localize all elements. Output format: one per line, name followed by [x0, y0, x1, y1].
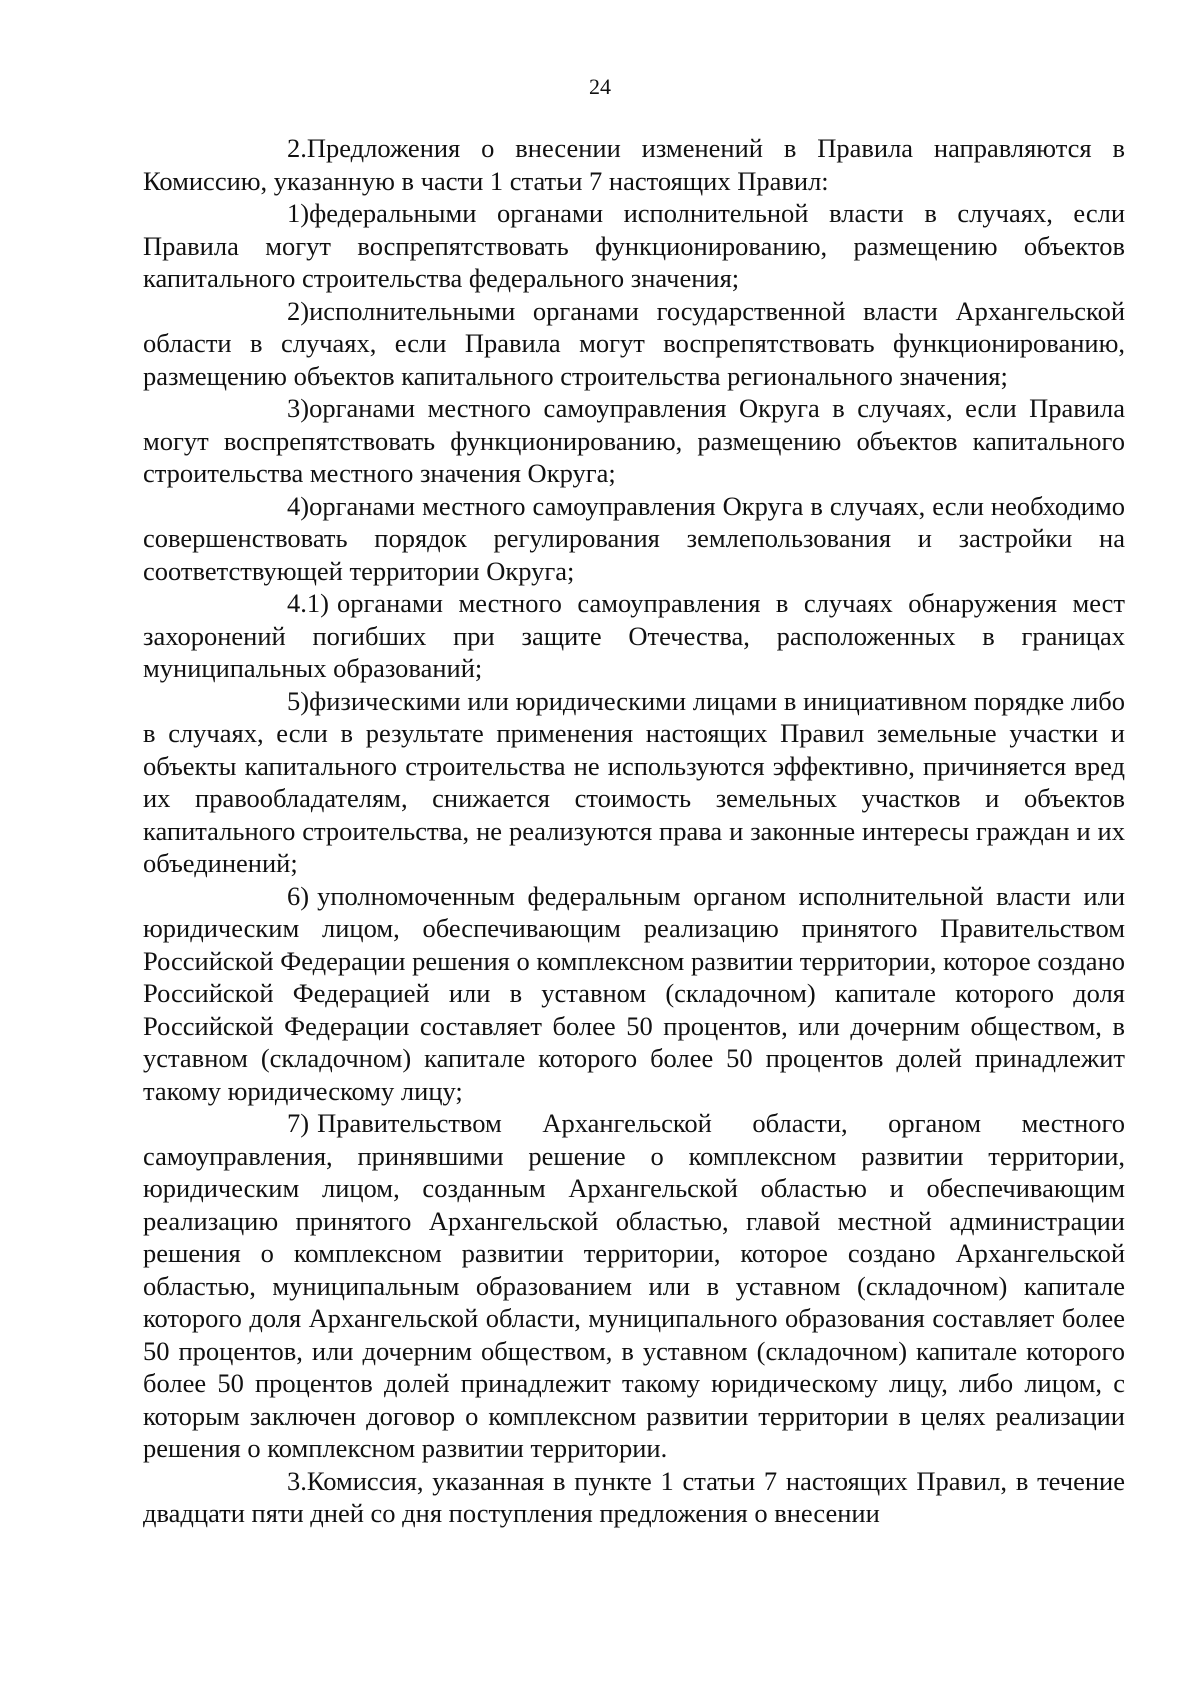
paragraph-text: Предложения о внесении изменений в Правила направляются в Комиссию, указанную в части 1 статьи 7 настоящих Правил: [143, 133, 1125, 196]
list-item-text: исполнительными органами государственной власти Архангельской области в случаях, если Правила могут воспрепятствовать функционированию, размещению объектов капитального строительства регионального значения; [143, 295, 1125, 391]
list-item-text: Правительством Архангельской области, органом местного самоуправления, принявшими решение о комплексном развитии территории, юридическим лицом, созданным Архангельской областью и обеспечивающим реализацию принятого Архангельской областью, главой местной администрации решения о комплексном развитии территории, которое создано Архангельской областью, муниципальным образованием или в уставном (складочном) капитале которого доля Архангельской области, муниципального образования составляет более 50 процентов, или дочерним обществом, в уставном (складочном) капитале которого более 50 процентов долей принадлежит такому юридическому лицу, либо лицом, с которым заключен договор о комплексном развитии территории в целях реализации решения о комплексном развитии территории. [143, 1108, 1125, 1463]
list-item-3 [143, 392, 1125, 490]
list-item-4-1 [143, 587, 1125, 685]
list-item-5 [143, 685, 1125, 880]
list-item-number: 7) [287, 1108, 310, 1138]
list-item-number: 6) [287, 880, 310, 911]
list-item-text: органами местного самоуправления в случаях обнаружения мест захоронений погибших при защите Отечества, расположенных в границах муниципальных образований; [143, 588, 1125, 683]
paragraph-text: Комиссия, указанная в пункте 1 статьи 7 настоящих Правил, в течение двадцати пяти дней со дня поступления предложения о внесении [143, 1465, 1125, 1528]
list-item-4 [143, 490, 1125, 588]
list-item-number: 3) [287, 393, 310, 423]
paragraph-3 [143, 1465, 1125, 1530]
list-item-text: физическими или юридическими лицами в инициативном порядке либо в случаях, если в результате применения настоящих Правил земельные участки и объекты капитального строительства не используются эффективно, причиняется вред их правообладателям, снижается стоимость земельных участков и объектов капитального строительства, не реализуются права и законные интересы граждан и их объединений; [143, 685, 1125, 878]
list-item-number: 4.1) [287, 588, 329, 618]
list-item-number: 4) [287, 490, 310, 521]
list-item-number: 1) [287, 198, 310, 228]
list-item-1 [143, 197, 1125, 295]
list-item-number: 2) [287, 295, 310, 326]
list-item-number: 5) [287, 685, 310, 716]
list-item-6 [143, 880, 1125, 1108]
list-item-2 [143, 295, 1125, 393]
page-number: 24 [589, 74, 611, 99]
list-item-7 [143, 1107, 1125, 1465]
document-body [143, 132, 1125, 1530]
list-item-text: органами местного самоуправления Округа в случаях, если необходимо совершенствовать порядок регулирования землепользования и застройки на соответствующей территории Округа; [143, 490, 1125, 586]
paragraph-2 [143, 132, 1125, 197]
paragraph-number: 3. [287, 1465, 307, 1496]
list-item-text: федеральными органами исполнительной власти в случаях, если Правила могут воспрепятствовать функционированию, размещению объектов капитального строительства федерального значения; [143, 198, 1125, 293]
paragraph-number: 2. [287, 133, 307, 163]
list-item-text: уполномоченным федеральным органом исполнительной власти или юридическим лицом, обеспечивающим реализацию принятого Правительством Российской Федерации решения о комплексном развитии территории, которое создано Российской Федерацией или в уставном (складочном) капитале которого доля Российской Федерации составляет более 50 процентов, или дочерним обществом, в уставном (складочном) капитале которого более 50 процентов долей принадлежит такому юридическому лицу; [143, 880, 1125, 1106]
list-item-text: органами местного самоуправления Округа в случаях, если Правила могут воспрепятствовать функционированию, размещению объектов капитального строительства местного значения Округа; [143, 393, 1125, 488]
